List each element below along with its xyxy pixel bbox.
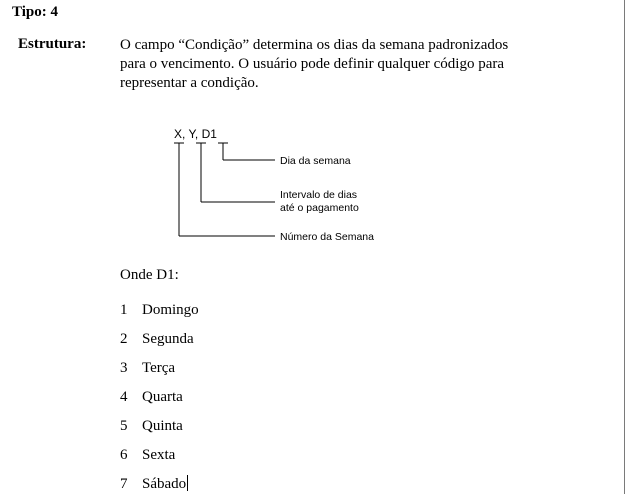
label-weekday: Dia da semana xyxy=(280,155,351,167)
weekday-name: Segunda xyxy=(142,331,194,347)
weekday-list xyxy=(120,300,199,503)
weekday-name: Sexta xyxy=(142,447,176,463)
condition-code-diagram xyxy=(160,124,420,254)
weekday-item xyxy=(120,445,199,474)
weekday-name: Terça xyxy=(142,360,176,376)
weekday-name: Domingo xyxy=(142,302,199,318)
structure-description xyxy=(120,36,580,93)
description-line: O campo “Condição” determina os dias da semana padronizados xyxy=(120,37,509,53)
weekday-number: 3 xyxy=(120,360,128,376)
weekday-number: 6 xyxy=(120,447,128,463)
structure-label: Estrutura: xyxy=(18,36,87,52)
weekday-name: Sábado xyxy=(142,476,187,492)
onde-heading: Onde D1: xyxy=(120,267,179,283)
weekday-name: Quinta xyxy=(142,418,183,434)
weekday-item xyxy=(120,329,199,358)
description-line: representar a condição. xyxy=(120,75,259,91)
label-interval-line1: Intervalo de dias xyxy=(280,189,358,201)
diagram-code: X, Y, D1 xyxy=(174,127,217,141)
description-line: para o vencimento. O usuário pode definir qualquer código para xyxy=(120,56,505,72)
weekday-item xyxy=(120,416,199,445)
weekday-number: 4 xyxy=(120,389,128,405)
weekday-number: 5 xyxy=(120,418,128,434)
weekday-name: Quarta xyxy=(142,389,183,405)
diagram-connectors xyxy=(174,143,275,236)
page-title: Tipo: 4 xyxy=(12,4,58,20)
weekday-item xyxy=(120,300,199,329)
weekday-number: 7 xyxy=(120,476,128,492)
weekday-item xyxy=(120,387,199,416)
weekday-number: 1 xyxy=(120,302,128,318)
label-week-number: Número da Semana xyxy=(280,231,374,243)
weekday-item xyxy=(120,474,199,503)
text-cursor xyxy=(187,475,188,491)
label-interval-line2: até o pagamento xyxy=(280,202,359,214)
weekday-item xyxy=(120,358,199,387)
weekday-number: 2 xyxy=(120,331,128,347)
page-border xyxy=(624,0,625,494)
